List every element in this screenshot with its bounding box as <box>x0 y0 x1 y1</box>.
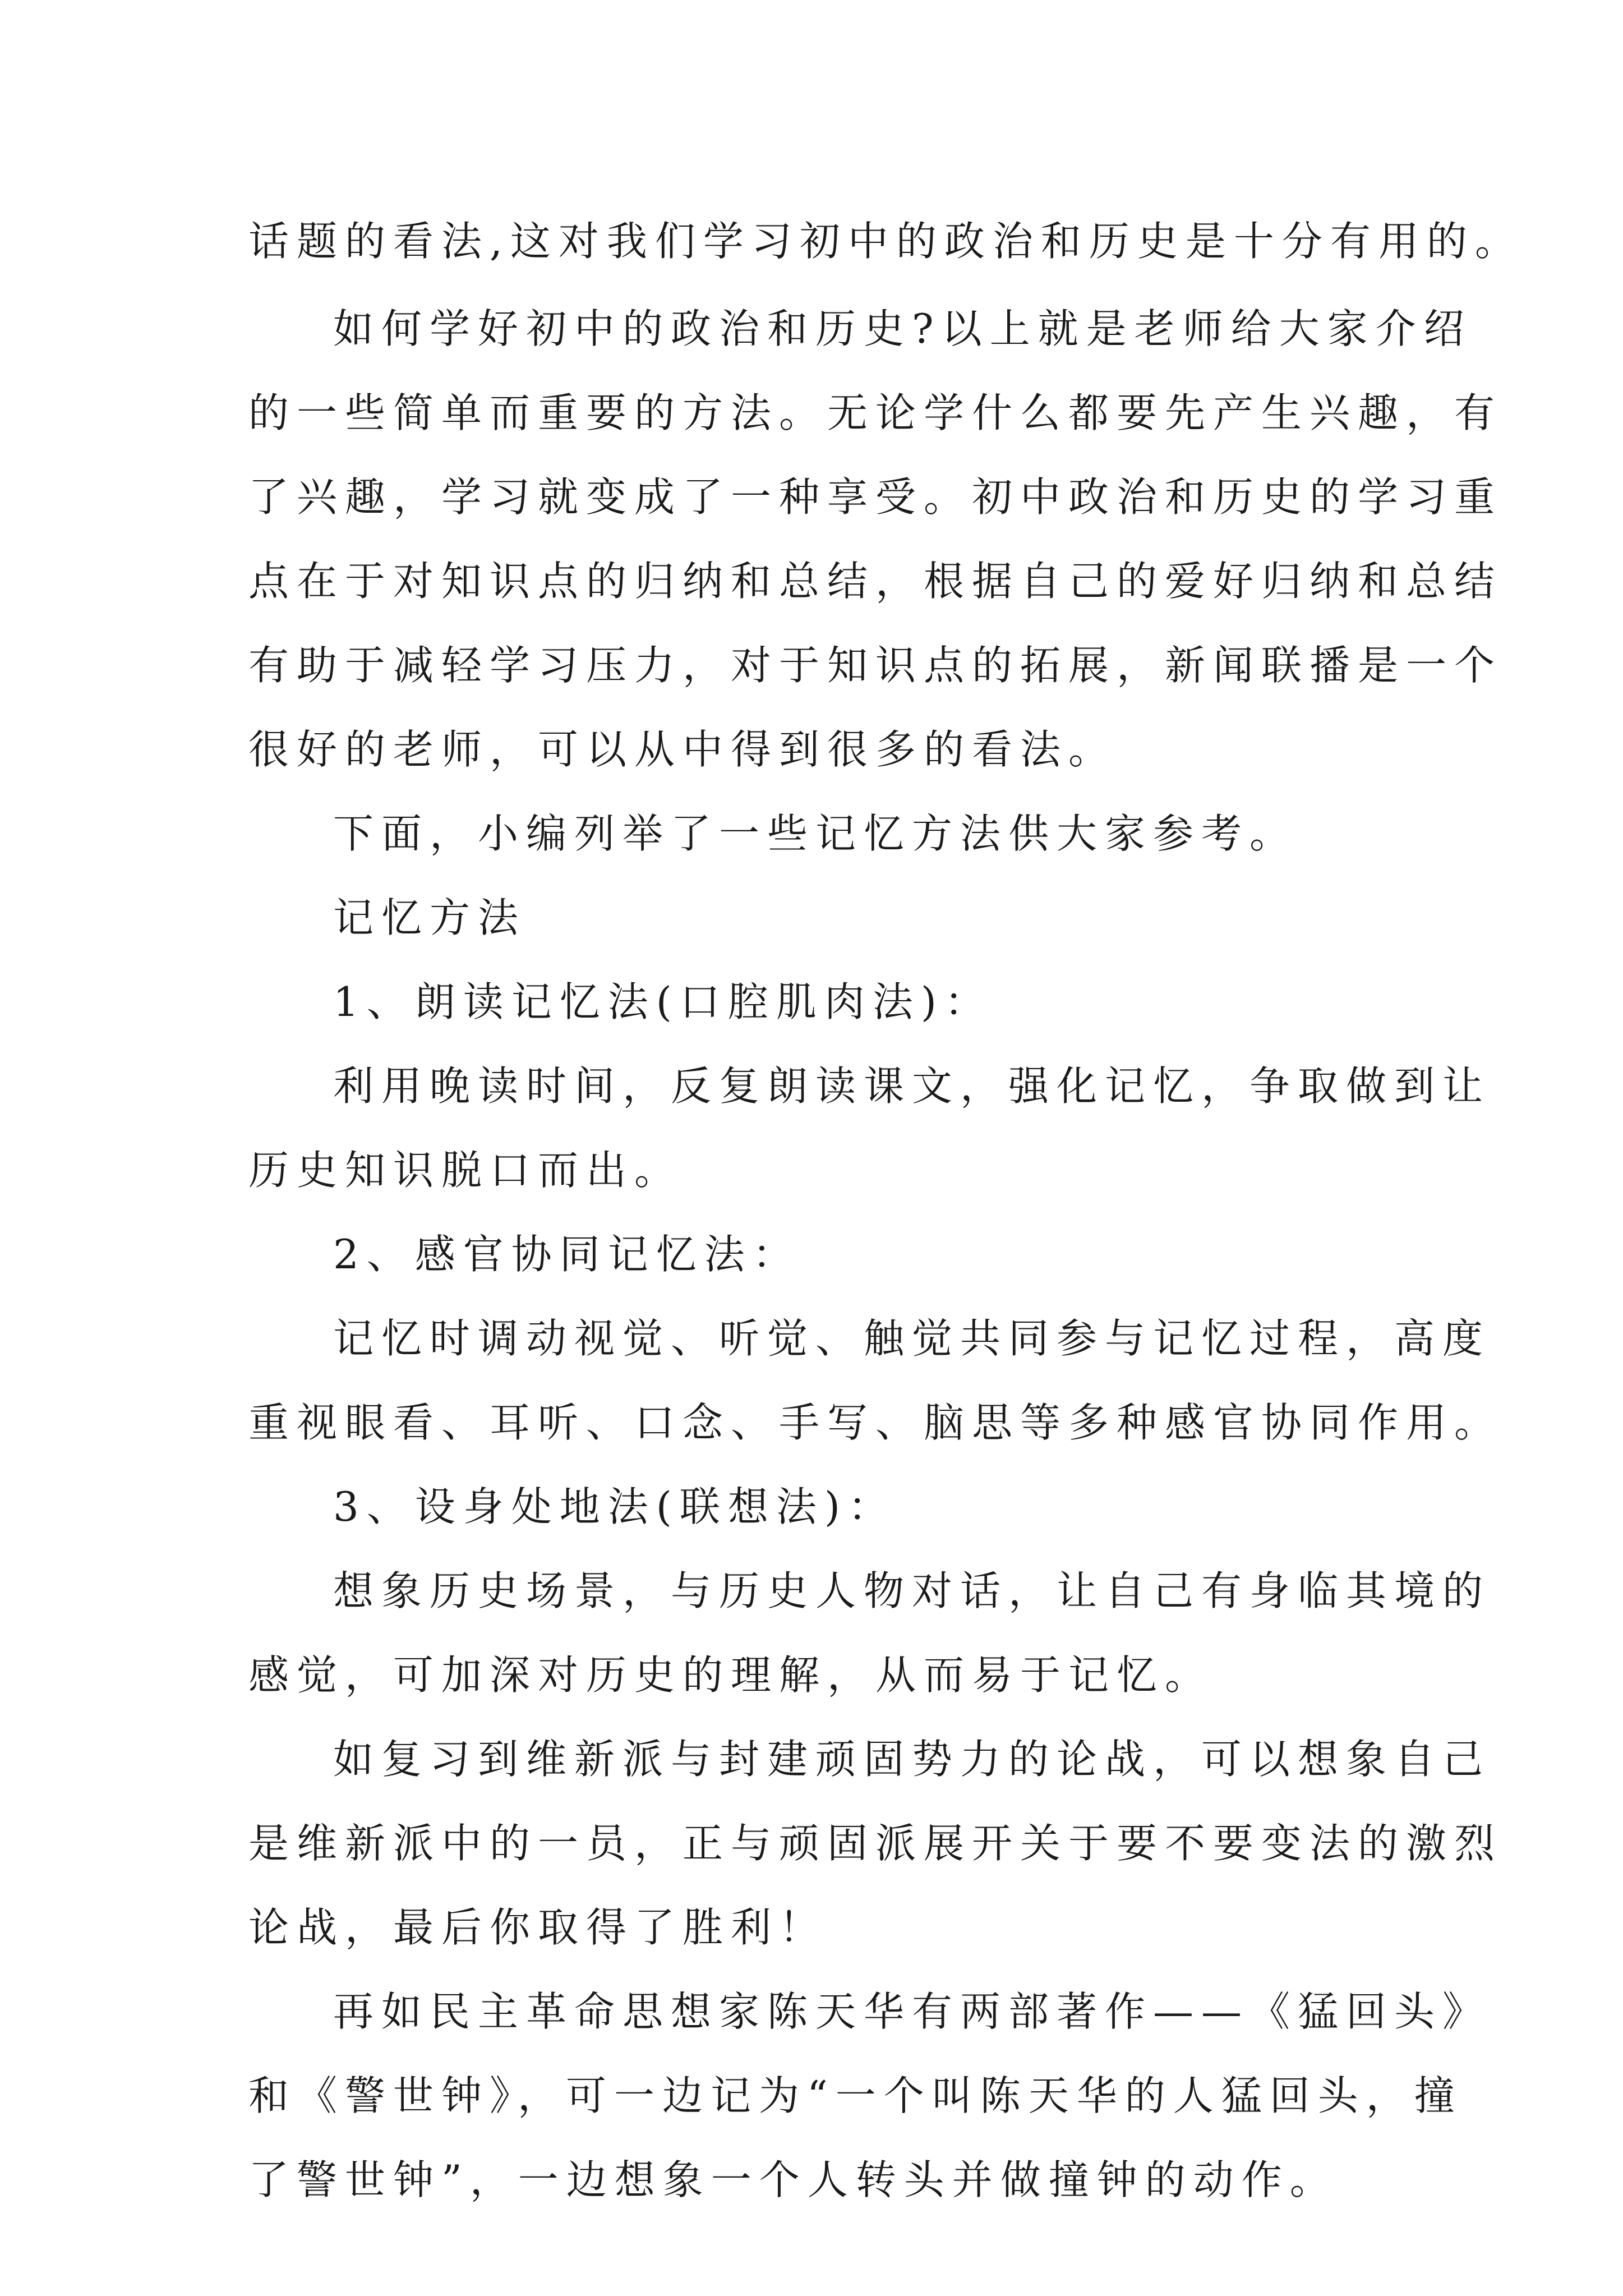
text-line: 的一些简单而重要的方法。无论学什么都要先产生兴趣，有 <box>248 389 1503 436</box>
text-line: 了兴趣，学习就变成了一种享受。初中政治和历史的学习重 <box>248 473 1503 521</box>
text-line: 和《警世钟》，可一边记为“一个叫陈天华的人猛回头，撞 <box>248 2072 1463 2119</box>
text-line: 如复习到维新派与封建顽固势力的论战，可以想象自己 <box>333 1736 1491 1783</box>
text-line: 是维新派中的一员，正与顽固派展开关于要不要变法的激烈 <box>248 1820 1503 1867</box>
text-line: 点在于对知识点的归纳和总结，根据自己的爱好归纳和总结 <box>248 558 1503 605</box>
text-line: 话题的看法,这对我们学习初中的政治和历史是十分有用的。 <box>248 218 1523 265</box>
text-line: 如何学好初中的政治和历史?以上就是老师给大家介绍 <box>333 305 1472 352</box>
text-line: 2、感官协同记忆法： <box>333 1231 801 1278</box>
text-line: 1、朗读记忆法(口腔肌肉法)： <box>333 978 993 1025</box>
text-line: 下面，小编列举了一些记忆方法供大家参考。 <box>333 810 1298 857</box>
text-line: 很好的老师，可以从中得到很多的看法。 <box>248 726 1117 773</box>
section-heading: 记忆方法 <box>333 894 527 941</box>
text-line: 了警世钟”，一边想象一个人转头并做撞钟的动作。 <box>248 2156 1338 2203</box>
text-line: 感觉，可加深对历史的理解，从而易于记忆。 <box>248 1651 1214 1699</box>
text-line: 重视眼看、耳听、口念、手写、脑思等多种感官协同作用。 <box>248 1399 1503 1446</box>
text-line: 想象历史场景，与历史人物对话，让自己有身临其境的 <box>333 1567 1491 1614</box>
text-line: 记忆时调动视觉、听觉、触觉共同参与记忆过程，高度 <box>333 1315 1491 1362</box>
text-line: 3、设身处地法(联想法)： <box>333 1483 896 1530</box>
text-line: 利用晚读时间，反复朗读课文，强化记忆，争取做到让 <box>333 1062 1491 1110</box>
text-line: 有助于减轻学习压力，对于知识点的拓展，新闻联播是一个 <box>248 642 1503 689</box>
text-line: 论战，最后你取得了胜利！ <box>248 1904 828 1951</box>
text-line: 再如民主革命思想家陈天华有两部著作——《猛回头》 <box>333 1988 1491 2035</box>
text-line: 历史知识脱口而出。 <box>248 1147 683 1194</box>
